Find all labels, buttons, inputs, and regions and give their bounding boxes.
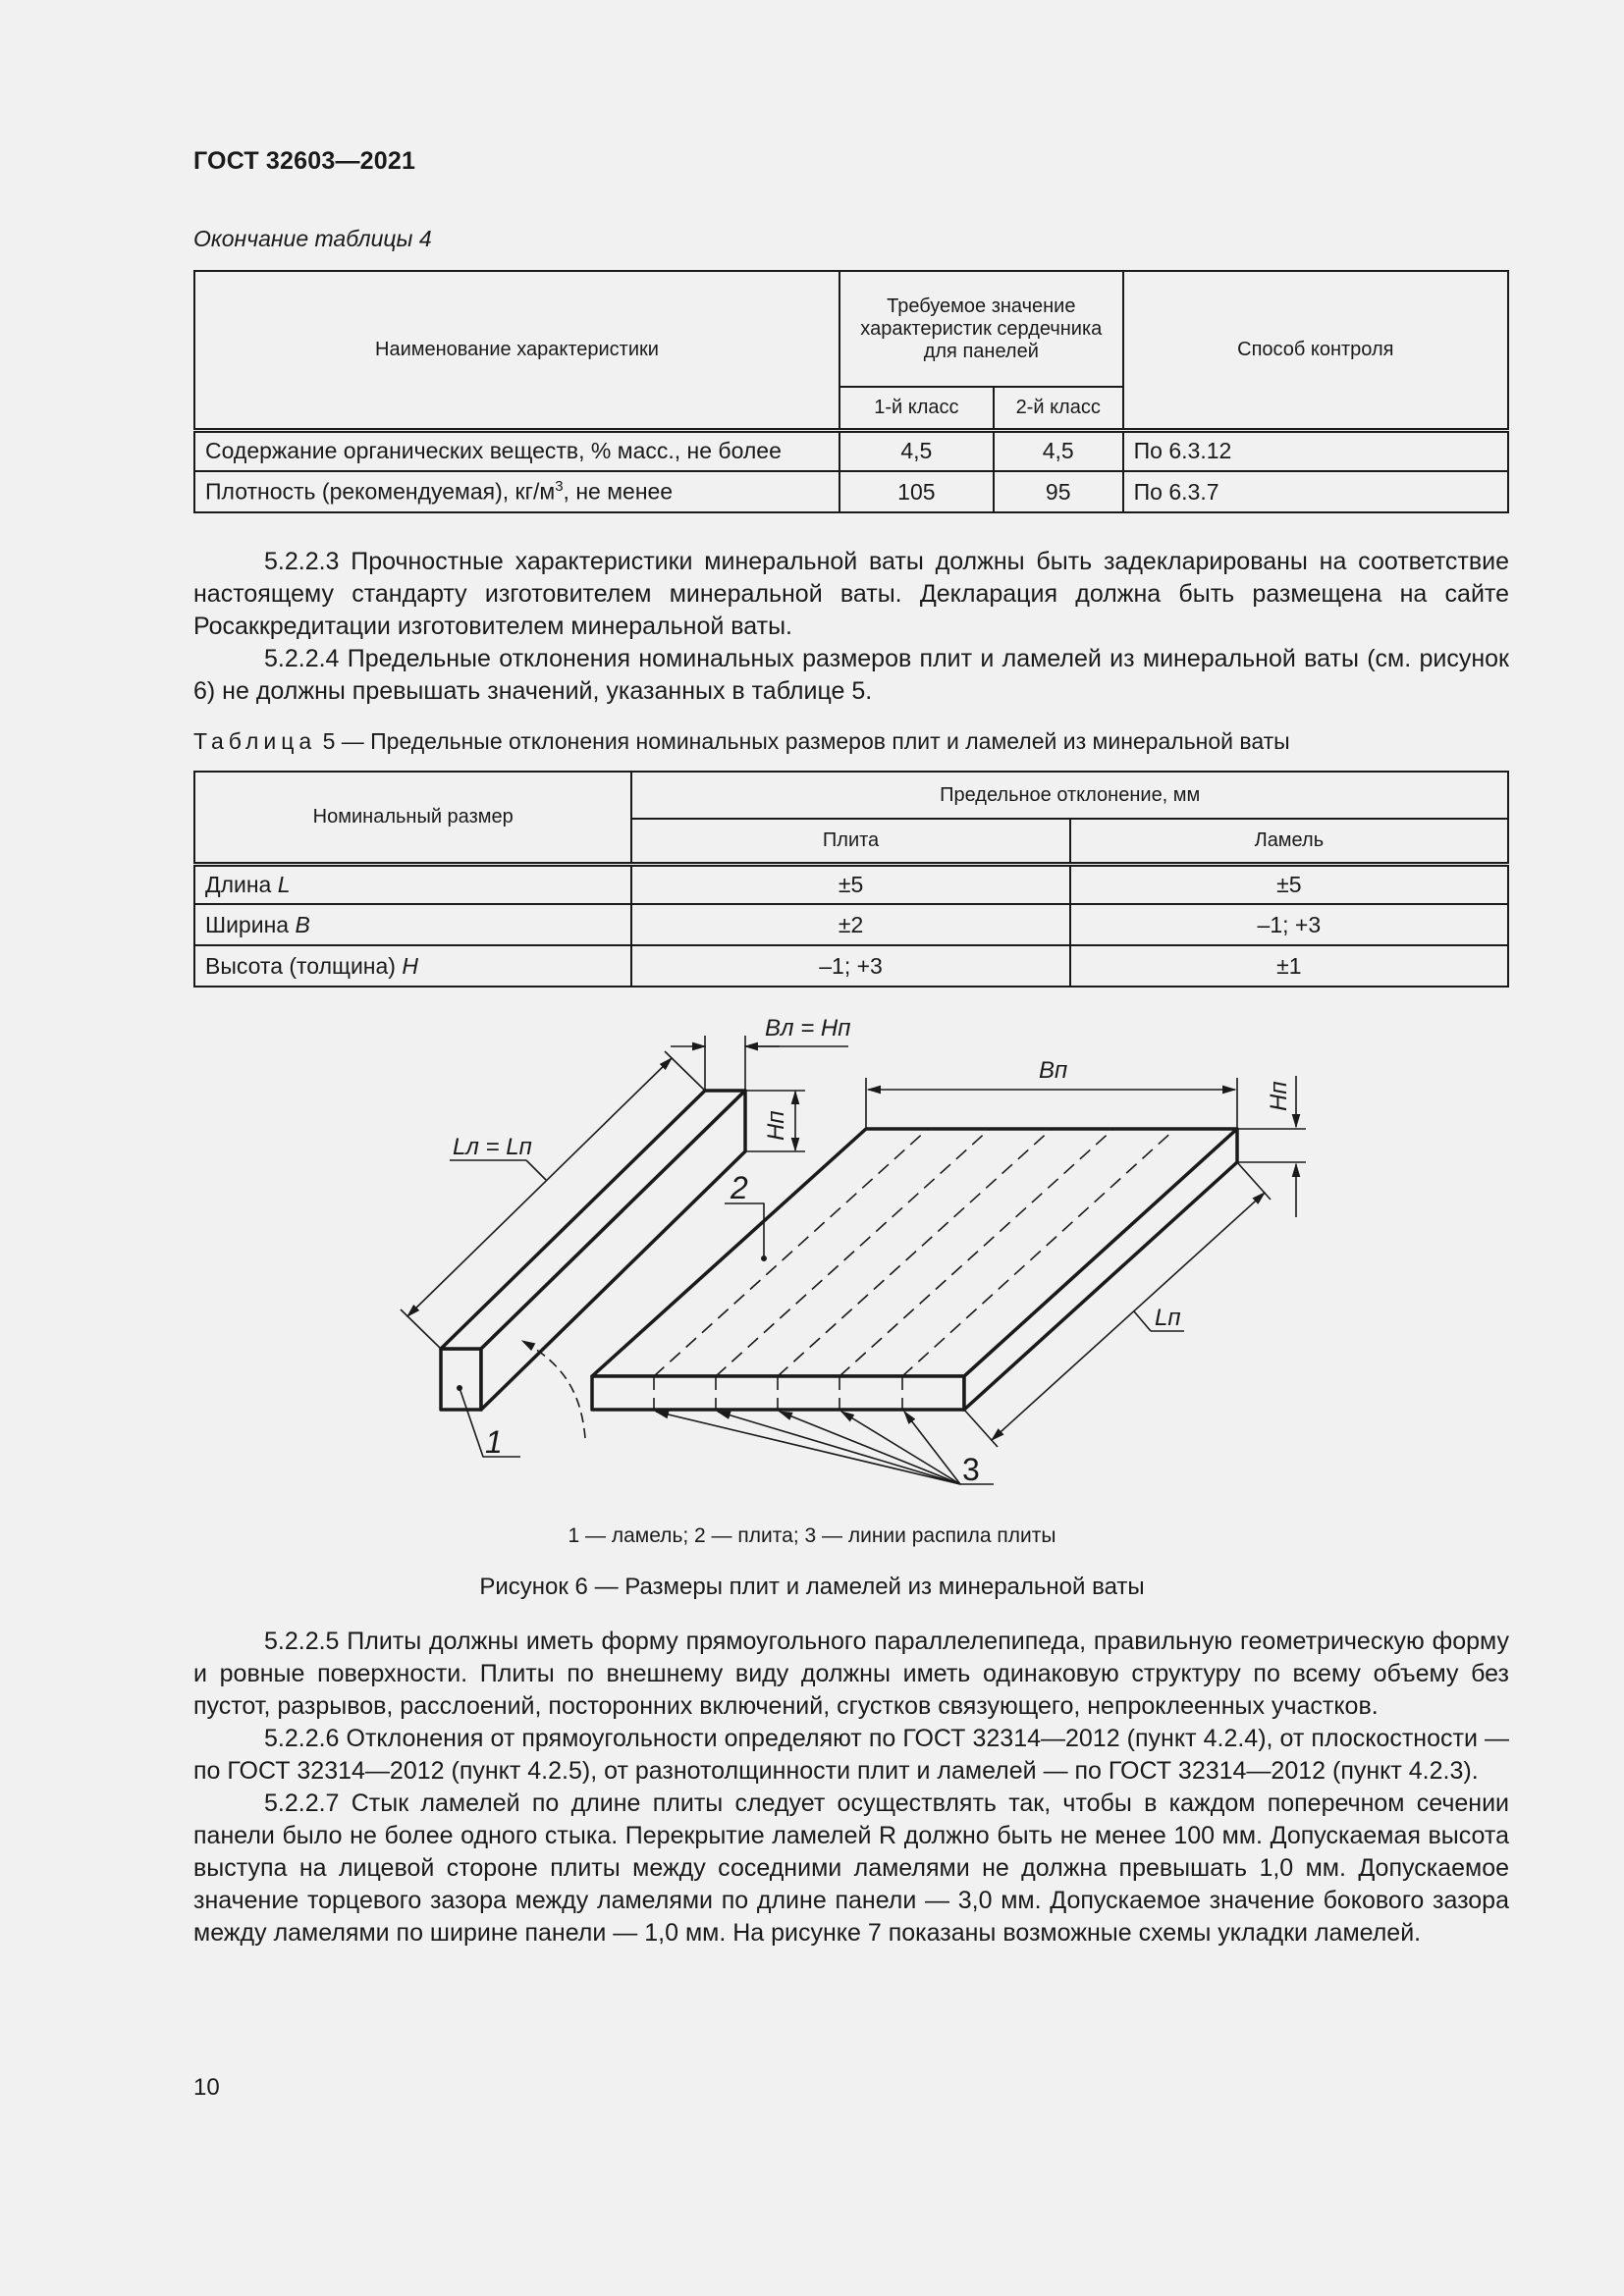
- label-bl-hp: Bл = Hп: [765, 1015, 851, 1041]
- table5-header-size: Номинальный размер: [194, 772, 631, 864]
- table-4: [193, 270, 1509, 513]
- table4-row1-class1: 4,5: [839, 430, 994, 471]
- label-ll-lp: Lл = Lп: [453, 1134, 532, 1160]
- table4-header-required: Требуемое значение характеристик сердечника для панелей: [839, 271, 1123, 387]
- figure-6-drawing: [373, 1001, 1335, 1512]
- table-row: [194, 904, 1508, 945]
- table-5: [193, 771, 1509, 988]
- table4-header-method: Способ контроля: [1123, 271, 1508, 430]
- label-num-2: 2: [731, 1170, 748, 1205]
- label-num-1: 1: [485, 1424, 503, 1460]
- table4-header-class1: 1-й класс: [839, 387, 994, 430]
- dimension-plate-width: [866, 1078, 1237, 1129]
- table4-row1-class2: 4,5: [994, 430, 1123, 471]
- table-row: [194, 471, 1508, 512]
- paragraph-5-2-2-6: 5.2.2.6 Отклонения от прямоугольности определяют по ГОСТ 32314—2012 (пункт 4.2.4), от плоскостности — по ГОСТ 32314—2012 (пункт 4.2.5), от разнотолщинности плит и ламелей — по ГОСТ 32314—2012 (пункт 4.2.3).: [193, 1725, 1509, 1785]
- label-bp: Bп: [1039, 1057, 1068, 1084]
- paragraph-5-2-2-5: 5.2.2.5 Плиты должны иметь форму прямоугольного параллелепипеда, правильную геометрическую форму и ровные поверхности. Плиты по внешнему виду должны иметь одинаковую структуру по всему объему без пустот, разрывов, расслоений, посторонних включений, сгустков связующего, непроклеенных участков.: [193, 1628, 1509, 1720]
- table4-header-name: Наименование характеристики: [194, 271, 839, 430]
- paragraph-5-2-2-3: 5.2.2.3 Прочностные характеристики минеральной ваты должны быть задекларированы на соответствие настоящему стандарту изготовителем минеральной ваты. Декларация должна быть размещена на сайте Росаккредитации изготовителем минеральной ваты.: [193, 548, 1509, 640]
- table4-row2-name: Плотность (рекомендуемая), $кг/м^3$, не менее: [194, 471, 839, 512]
- label-hp-lamel: Hп: [763, 1110, 789, 1141]
- page-number: 10: [193, 2074, 220, 2101]
- table4-row2-class2: 95: [994, 471, 1123, 512]
- table4-row2-class1: 105: [839, 471, 994, 512]
- table5-row1-lamel: ±5: [1070, 864, 1508, 904]
- table-row: [194, 864, 1508, 904]
- table5-row3-plate: –1; +3: [631, 945, 1069, 987]
- table5-header-plate: Плита: [631, 819, 1069, 864]
- table5-row3-lamel: ±1: [1070, 945, 1508, 987]
- table5-header-deviation: Предельное отклонение, мм: [631, 772, 1508, 819]
- table4-row1-name: Содержание органических веществ, % масс., не более: [194, 430, 839, 471]
- table5-row1-name: Длина L: [194, 864, 631, 904]
- table5-row2-name: Ширина B: [194, 904, 631, 945]
- table4-caption: Окончание таблицы 4: [193, 226, 432, 251]
- table-row: [194, 945, 1508, 987]
- label-hp-plate: Hп: [1266, 1081, 1292, 1111]
- paragraph-5-2-2-4: 5.2.2.4 Предельные отклонения номинальных размеров плит и ламелей из минеральной ваты (см. рисунок 6) не должны превышать значений, указанных в таблице 5.: [193, 645, 1509, 705]
- figure-caption: Рисунок 6 — Размеры плит и ламелей из минеральной ваты: [479, 1574, 1145, 1600]
- table4-header-class2: 2-й класс: [994, 387, 1123, 430]
- label-num-3: 3: [962, 1452, 980, 1487]
- table-row: [194, 430, 1508, 471]
- paragraph-5-2-2-7: 5.2.2.7 Стык ламелей по длине плиты следует осуществлять так, чтобы в каждом поперечном сечении панели было не более одного стыка. Перекрытие ламелей R должно быть не менее 100 мм. Допускаемая высота выступа на лицевой стороне плиты между соседними ламелями не должна превышать 1,0 мм. Допускаемое значение торцевого зазора между ламелями по длине панели — 3,0 мм. Допускаемое значение бокового зазора между ламелями по ширине панели — 1,0 мм. На рисунке 7 показаны возможные схемы укладки ламелей.: [193, 1789, 1509, 1947]
- table5-row1-plate: ±5: [631, 864, 1069, 904]
- table4-row2-method: По 6.3.7: [1123, 471, 1508, 512]
- page-header: ГОСТ 32603—2021: [193, 147, 416, 175]
- label-lp: Lп: [1155, 1305, 1181, 1331]
- figure-legend: 1 — ламель; 2 — плита; 3 — линии распила плиты: [568, 1524, 1056, 1547]
- paragraphs-top: [193, 546, 1509, 708]
- table5-header-lamel: Ламель: [1070, 819, 1508, 864]
- cut-line-leaders: [656, 1412, 994, 1484]
- table4-row1-method: По 6.3.12: [1123, 430, 1508, 471]
- table5-row2-plate: ±2: [631, 904, 1069, 945]
- paragraphs-bottom: [193, 1626, 1509, 1949]
- table5-title: Таблица 5 — Предельные отклонения номинальных размеров плит и ламелей из минеральной ваты: [193, 728, 1290, 754]
- table5-row2-lamel: –1; +3: [1070, 904, 1508, 945]
- table5-row3-name: Высота (толщина) H: [194, 945, 631, 987]
